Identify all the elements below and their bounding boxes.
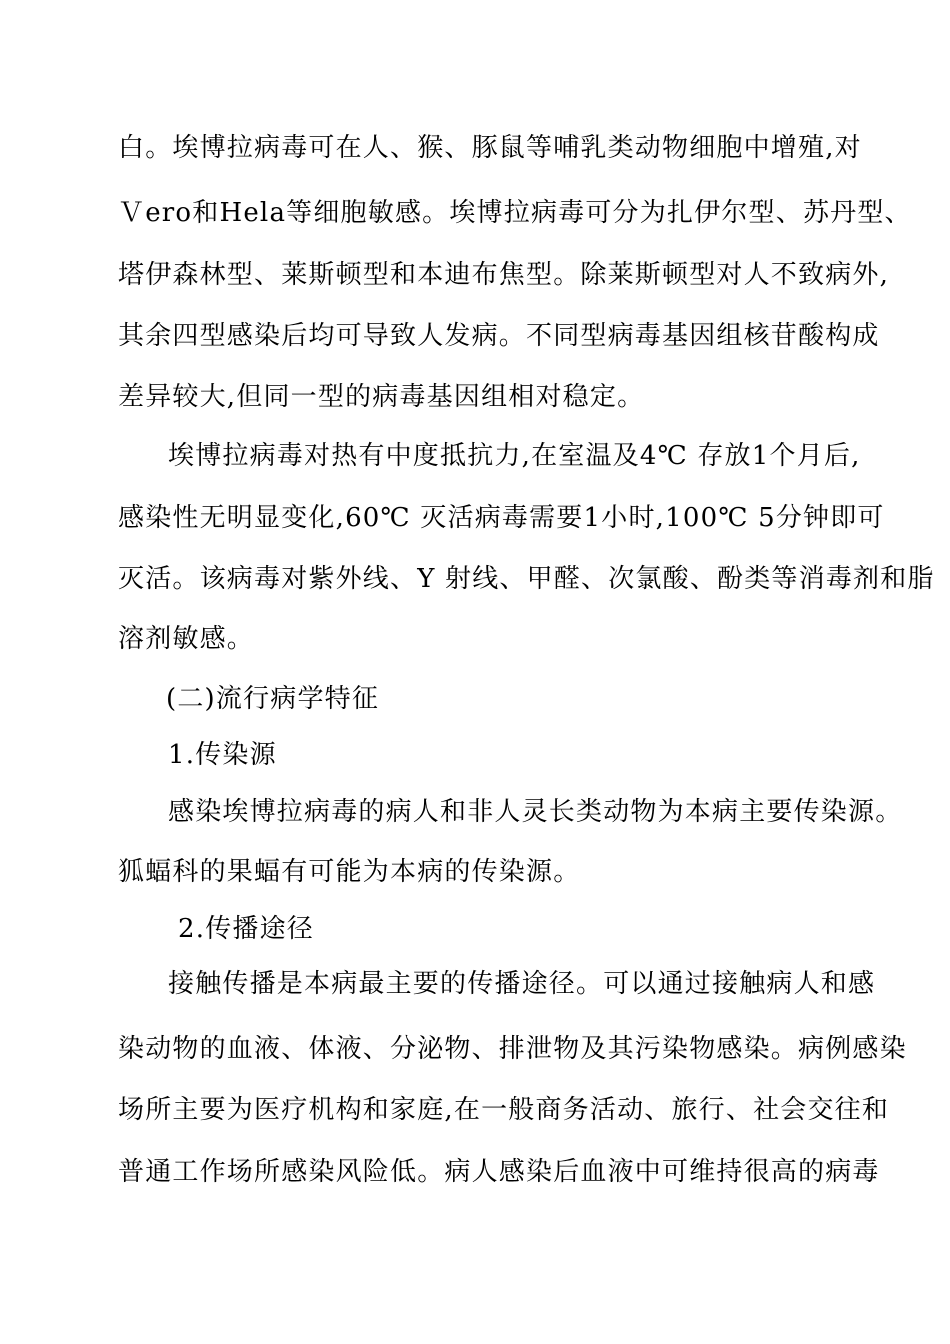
subsection-heading: 1.传染源: [168, 740, 277, 770]
paragraph-line: 塔伊森林型、莱斯顿型和本迪布焦型。除莱斯顿型对人不致病外,: [118, 260, 890, 290]
paragraph-line: 溶剂敏感。: [118, 624, 255, 654]
paragraph-line: 感染埃博拉病毒的病人和非人灵长类动物为本病主要传染源。: [168, 797, 903, 827]
paragraph-line: 狐蝠科的果蝠有可能为本病的传染源。: [118, 857, 581, 887]
paragraph-line: 埃博拉病毒对热有中度抵抗力,在室温及4℃ 存放1个月后,: [168, 441, 861, 471]
paragraph-line: 普通工作场所感染风险低。病人感染后血液中可维持很高的病毒: [118, 1157, 880, 1187]
paragraph-line: 差异较大,但同一型的病毒基因组相对稳定。: [118, 382, 645, 412]
subsection-heading: 2.传播途径: [178, 914, 315, 944]
paragraph-line: 场所主要为医疗机构和家庭,在一般商务活动、旅行、社会交往和: [118, 1095, 890, 1125]
paragraph-line: 染动物的血液、体液、分泌物、排泄物及其污染物感染。病例感染: [118, 1034, 907, 1064]
paragraph-line: 灭活。该病毒对紫外线、Υ 射线、甲醛、次氯酸、酚类等消毒剂和脂: [118, 564, 935, 594]
paragraph-line: 接触传播是本病最主要的传播途径。可以通过接触病人和感: [168, 969, 876, 999]
paragraph-line: 其余四型感染后均可导致人发病。不同型病毒基因组核苷酸构成: [118, 321, 880, 351]
paragraph-line: Ｖero和Hela等细胞敏感。埃博拉病毒可分为扎伊尔型、苏丹型、: [118, 198, 912, 228]
paragraph-line: 感染性无明显变化,60℃ 灭活病毒需要1小时,100℃ 5分钟即可: [118, 503, 885, 533]
paragraph-line: 白。埃博拉病毒可在人、猴、豚鼠等哺乳类动物细胞中增殖,对: [118, 133, 862, 163]
section-heading: (二)流行病学特征: [166, 684, 380, 714]
